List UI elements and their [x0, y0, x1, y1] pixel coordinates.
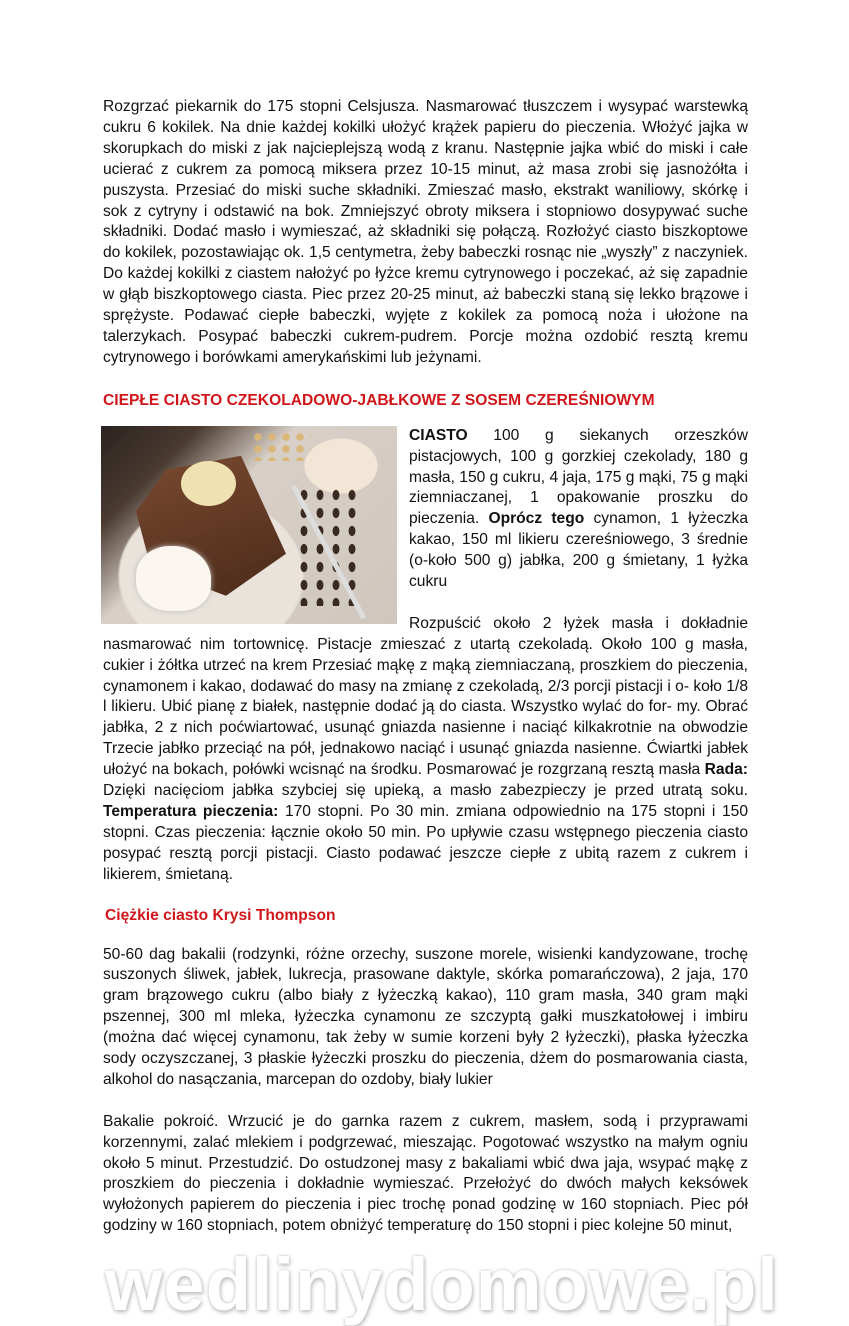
extra-text: cynamon, 1 łyżeczka kakao, 150 ml likieru czereśniowego, 3 średnie (o-koło 500 g) jabłka, 200 g śmietany, 1 łyżka cukru — [409, 510, 749, 591]
temperature-text: 170 stopni. Po 30 min. zmiana odpowiednio na 175 stopni i 150 stopni. Czas pieczenia: łącznie około 50 min. Po upływie czasu wstępnego pieczenia ciasto posypać resztą porcji pistacji. Ciasto podawać jeszcze ciepłe z ubitą razem z cukrem i likierem, śmietaną. — [103, 802, 748, 883]
recipe1-method — [103, 614, 748, 886]
document-page — [103, 97, 779, 1326]
ingredients-label: CIASTO — [409, 426, 468, 444]
intro-paragraph: Rozgrzać piekarnik do 175 stopni Celsjusza. Nasmarować tłuszczem i wysypać warstewką cukru 6 kokilek. Na dnie każdej kokilki ułożyć krążek papieru do pieczenia. Włożyć jajka w skorupkach do miski z jak najcieplejszą wodą z kranu. Następnie jajka wbić do miski i całe ucierać z cukrem za pomocą miksera przez 10-15 minut, aż masa zrobi się jasnożółta i puszysta. Przesiać do miski suche składniki. Zmieszać masło, ekstrakt waniliowy, skórkę i sok z cytryny i odstawić na bok. Zmniejszyć obroty miksera i stopniowo dosypywać suche składniki. Dodać masło i wymieszać, aż składniki się połączą. Rozłożyć ciasto biszkoptowe do kokilek, pozostawiając ok. 1,5 centymetra, żeby babeczki rosnąc nie „wyszły” z naczyniek. Do każdej kokilki z ciastem nałożyć po łyżce kremu cytrynowego i poczekać, aż się zapadnie w głąb biszkoptowego ciasta. Piec przez 20-25 minut, aż babeczki staną się lekko brązowe i sprężyste. Podawać ciepłe babeczki, wyjęte z kokilek za pomocą noża i ułożone na talerzykach. Posypać babeczki cukrem-pudrem. Porcje można ozdobić resztą kremu cytrynowego i borówkami amerykańskimi lub jeżynami. — [103, 98, 748, 366]
recipe2-ingredients: 50-60 dag bakalii (rodzynki, różne orzechy, suszone morele, wisienki kandyzowane, trochę suszonych śliwek, jabłek, lukrecja, prasowane daktyle, skórka pomarańczowa), 2 jaja, 170 gram brązowego cukru (albo biały z łyżeczką kakao), 110 gram masła, 340 gram mąki pszennej, 300 ml mleka, łyżeczka cynamonu ze szczyptą gałki muszkatołowej i imbiru (można dać więcej cynamonu, tak żeby w sumie korzeni były 2 łyżeczki), płaska łyżeczka sody oczyszczanej, 3 płaskie łyżeczki proszku do pieczenia, dżem do posmarowania ciasta, alkohol do nasączania, marcepan do ozdoby, biały lukier — [103, 945, 748, 1088]
cake-photo — [101, 426, 397, 624]
ingredients-text: 100 g siekanych orzeszków pistacjowych, 100 g gorzkiej czekolady, 180 g masła, 150 g cukru, 4 jaja, 175 g mąki, 75 g mąki ziemniaczanej, 1 opakowanie proszku do pieczenia. — [409, 426, 748, 528]
temperature-label: Temperatura pieczenia: — [103, 802, 279, 820]
tip-text: Dzięki nacięciom jabłka szybciej się upieką, a masło zabezpieczy je przed utratą soku. — [103, 782, 748, 800]
pistachios-image — [251, 431, 311, 461]
apple-image — [181, 461, 236, 506]
cream-image — [136, 546, 211, 611]
tip-label: Rada: — [704, 761, 748, 779]
extra-label: Oprócz tego — [488, 510, 585, 528]
method-text: Rozpuścić około 2 łyżek masła i dokładnie nasmarować nim tortownicę. Pistacje zmieszać z utartą czekoladą. Około 100 g masła, cukier i żółtka utrzeć na krem Przesiać mąkę z mąką ziemniaczaną, proszkiem do pieczenia, cynamonem i kakao, dodawać do masy na zmianę z czekoladą, 2/3 porcji pistacji i o- koło 1/8 l likieru. Ubić pianę z białek, następnie dodać ją do ciasta. Wszystko wylać do for- my. Obrać jabłka, 2 z nich poćwiartować, usunąć gniazda nasienne i naciąć kilkakrotnie na obwodzie Trzecie jabłko przeciąć na pół, jednakowo naciąć i usunąć gniazda nasienne. Ćwiartki jabłek ułożyć na bokach, połówki wcisnąć na środku. Posmarować je rozgrzaną resztą masła — [103, 614, 748, 779]
recipe1-title: CIEPŁE CIASTO CZEKOLADOWO-JABŁKOWE Z SOSEM CZEREŚNIOWYM — [103, 391, 655, 409]
recipe2-title: Ciężkie ciasto Krysi Thompson — [105, 906, 336, 924]
watermark: wedlinydomowe.pl — [105, 1243, 779, 1326]
recipe2-method: Bakalie pokroić. Wrzucić je do garnka razem z cukrem, masłem, sodą i przyprawami korzennymi, zalać mlekiem i podgrzewać, mieszając. Pogotować wszystko na małym ogniu około 5 minut. Przestudzić. Do ostudzonej masy z bakaliami wbić dwa jaja, wsypać mąkę z proszkiem do pieczenia i dokładnie wymieszać. Przełożyć do dwóch małych keksówek wyłożonych papierem do pieczenia i piec trochę ponad godzinę w 160 stopniach. Piec pół godziny w 160 stopniach, potem obniżyć temperaturę do 150 stopni i piec kolejne 50 minut, — [103, 1112, 748, 1235]
